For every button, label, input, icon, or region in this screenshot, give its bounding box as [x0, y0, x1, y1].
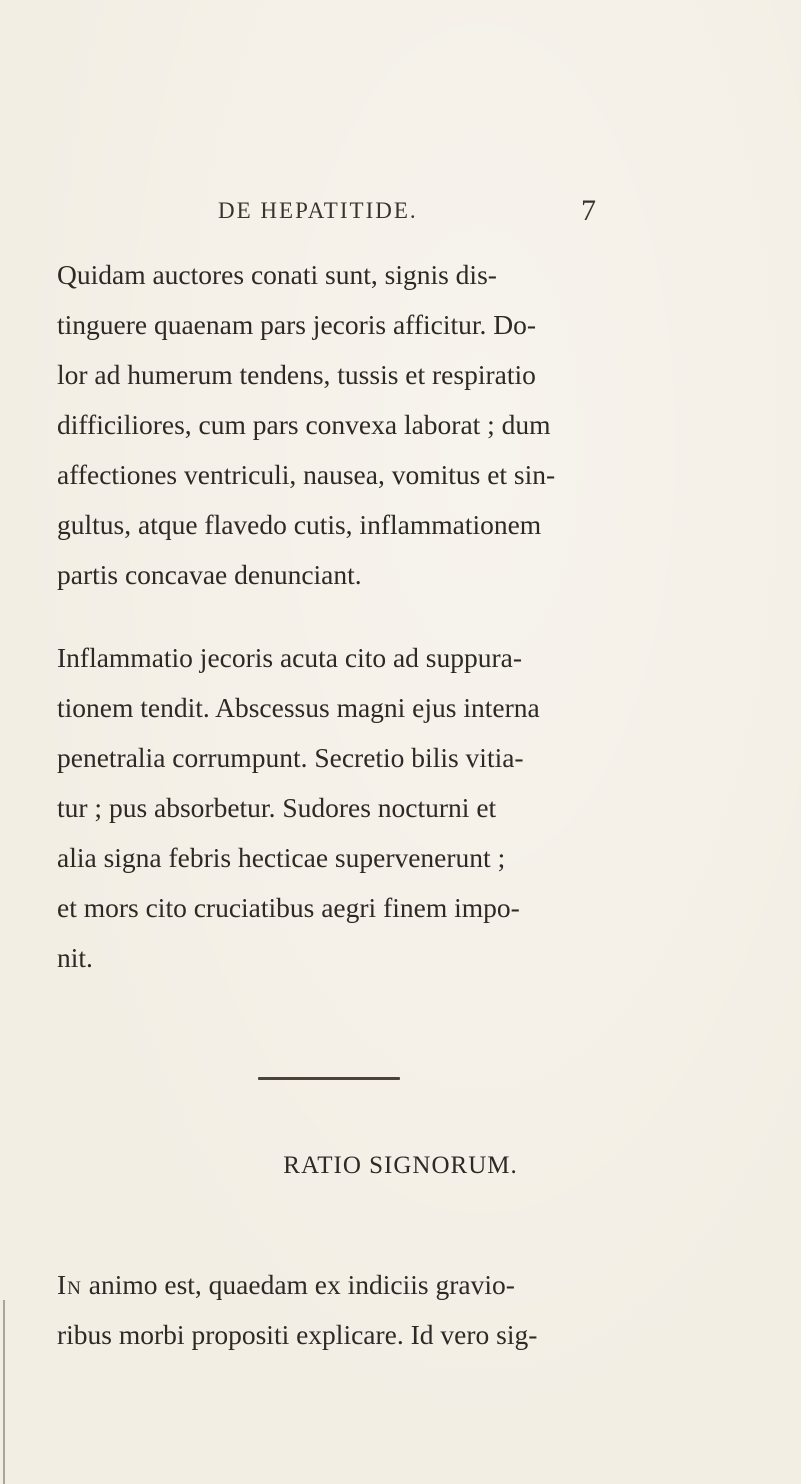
page-edge-shadow	[3, 1300, 5, 1484]
text-line: penetralia corrumpunt. Secretio bilis vitia-	[57, 742, 524, 773]
running-title: DE HEPATITIDE.	[218, 198, 418, 223]
initial-word: In	[57, 1269, 82, 1300]
text-line: nit.	[57, 942, 93, 973]
text-line: ribus morbi propositi explicare. Id vero sig-	[57, 1319, 538, 1350]
text-line: tinguere quaenam pars jecoris afficitur. Do-	[57, 309, 537, 340]
text-line	[57, 1260, 697, 1310]
paragraph-3	[57, 1260, 697, 1360]
text-line: gultus, atque flavedo cutis, inflammationem	[57, 509, 542, 540]
text-line: alia signa febris hecticae supervenerunt ;	[57, 842, 506, 873]
section-divider-rule	[258, 1077, 400, 1080]
text-line: tionem tendit. Abscessus magni ejus interna	[57, 692, 540, 723]
text-line: et mors cito cruciatibus aegri finem impo-	[57, 892, 520, 923]
text-line: tur ; pus absorbetur. Sudores nocturni et	[57, 792, 497, 823]
text-line: partis concavae denunciant.	[57, 559, 362, 590]
text-fragment: animo est, quaedam ex indiciis gravio-	[81, 1269, 515, 1300]
text-line: difficiliores, cum pars convexa laborat ; dum	[57, 409, 551, 440]
page-number: 7	[581, 194, 596, 227]
paragraph-1	[57, 250, 697, 600]
running-head	[0, 194, 801, 232]
text-line: Inflammatio jecoris acuta cito ad suppura-	[57, 642, 523, 673]
paragraph-2	[57, 633, 697, 983]
text-line: lor ad humerum tendens, tussis et respiratio	[57, 359, 536, 390]
section-heading: RATIO SIGNORUM.	[283, 1152, 518, 1179]
text-line: Quidam auctores conati sunt, signis dis-	[57, 259, 497, 290]
text-line: affectiones ventriculi, nausea, vomitus et sin-	[57, 459, 556, 490]
